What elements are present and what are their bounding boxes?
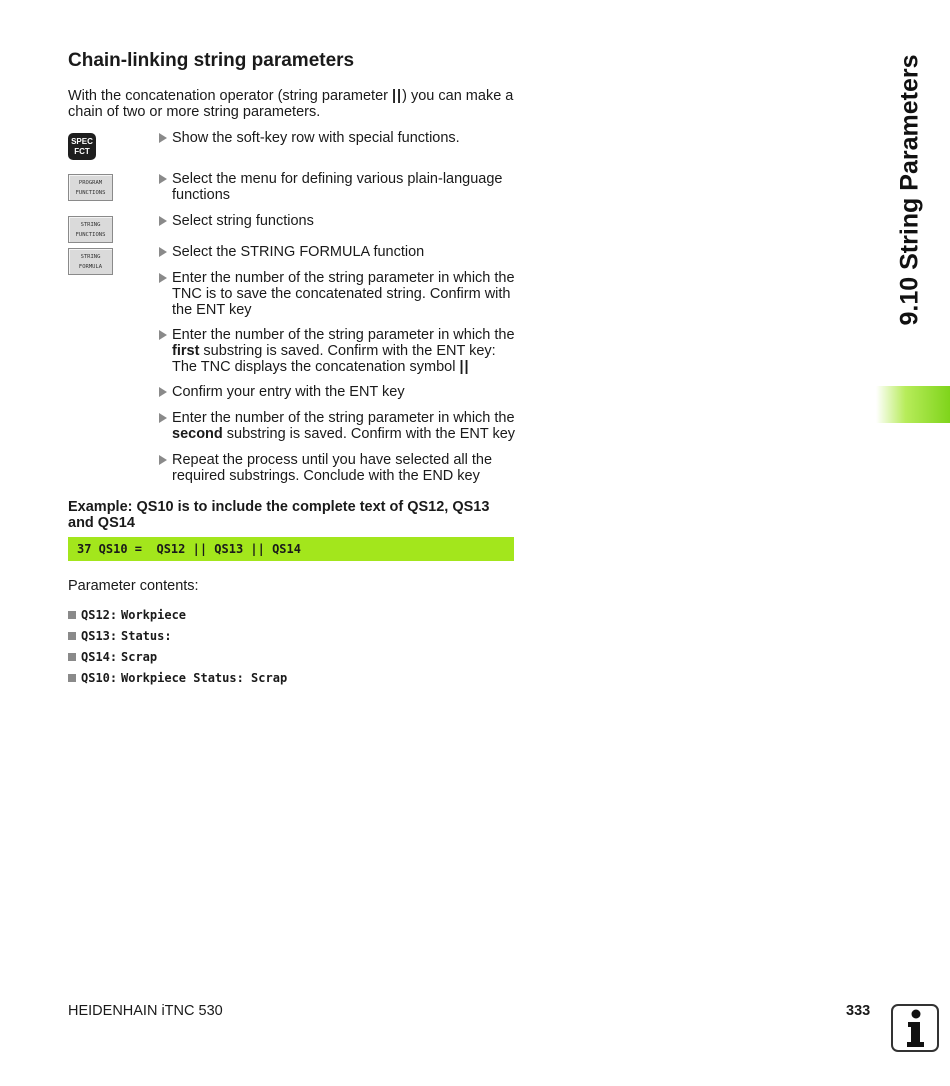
chapter-tab-marker bbox=[876, 386, 950, 423]
step-item bbox=[159, 327, 519, 375]
square-bullet-icon bbox=[68, 611, 76, 619]
parameter-list bbox=[68, 604, 287, 688]
section-heading: Chain-linking string parameters bbox=[68, 50, 355, 71]
step-text: Repeat the process until you have selected all the required substrings. Conclude with the END key bbox=[172, 452, 493, 484]
intro-text-before: With the concatenation operator (string parameter bbox=[68, 88, 392, 104]
parameter-contents-label: Parameter contents: bbox=[68, 578, 199, 594]
key-label-line2: FUNCTIONS bbox=[75, 189, 106, 196]
step-item bbox=[159, 213, 519, 229]
square-bullet-icon bbox=[68, 632, 76, 640]
square-bullet-icon bbox=[68, 653, 76, 661]
concat-operator: || bbox=[459, 359, 470, 375]
step-text: Confirm your entry with the ENT key bbox=[172, 384, 405, 400]
string-formula-softkey bbox=[68, 248, 113, 275]
step-text: Show the soft-key row with special functions. bbox=[172, 130, 460, 146]
key-label-line1: PROGRAM bbox=[78, 179, 103, 186]
parameter-item bbox=[68, 646, 287, 667]
string-functions-softkey bbox=[68, 216, 113, 243]
info-glyph-icon bbox=[893, 1006, 937, 1050]
step-text: substring is saved. Confirm with the ENT key: The TNC displays the concatenation symbol bbox=[172, 343, 496, 375]
program-functions-softkey bbox=[68, 174, 113, 201]
step-text: Select string functions bbox=[172, 213, 314, 229]
parameter-item bbox=[68, 667, 287, 688]
code-line: 37 QS10 = QS12 || QS13 || QS14 bbox=[68, 537, 514, 561]
spec-fct-key bbox=[68, 133, 96, 160]
step-emphasis: first bbox=[172, 343, 200, 359]
key-label-line1: STRING bbox=[80, 253, 101, 260]
step-emphasis: second bbox=[172, 426, 223, 442]
parameter-name: QS12: bbox=[81, 607, 118, 622]
parameter-item bbox=[68, 625, 287, 646]
parameter-value: Status: bbox=[121, 628, 172, 643]
step-item bbox=[159, 384, 519, 400]
footer-product: HEIDENHAIN iTNC 530 bbox=[68, 1003, 223, 1019]
concat-operator: || bbox=[392, 88, 403, 104]
parameter-value: Workpiece Status: Scrap bbox=[121, 670, 288, 685]
parameter-name: QS13: bbox=[81, 628, 118, 643]
intro-paragraph bbox=[68, 88, 518, 120]
key-label-line1: SPEC bbox=[71, 136, 93, 146]
step-item bbox=[159, 410, 519, 442]
key-label-line2: FCT bbox=[74, 146, 90, 156]
step-item bbox=[159, 452, 519, 484]
intro-text-after: ) you can make a chain of two or more string parameters. bbox=[68, 88, 514, 120]
step-text: Enter the number of the string parameter in which the bbox=[172, 327, 515, 343]
step-item bbox=[159, 244, 519, 260]
step-text: Select the STRING FORMULA function bbox=[172, 244, 425, 260]
step-item bbox=[159, 130, 519, 146]
step-text: substring is saved. Confirm with the ENT key bbox=[222, 426, 516, 442]
parameter-name: QS14: bbox=[81, 649, 118, 664]
parameter-value: Workpiece bbox=[121, 607, 187, 622]
parameter-value: Scrap bbox=[121, 649, 158, 664]
key-label-line2: FUNCTIONS bbox=[75, 231, 106, 238]
step-text: Enter the number of the string parameter in which the bbox=[172, 410, 515, 426]
key-label-line1: STRING bbox=[80, 221, 101, 228]
key-label-line2: FORMULA bbox=[78, 263, 103, 270]
step-item bbox=[159, 270, 519, 318]
step-text: Select the menu for defining various plain-language functions bbox=[172, 171, 503, 203]
page-number: 333 bbox=[846, 1003, 871, 1019]
step-text: Enter the number of the string parameter in which the TNC is to save the concatenated string. Confirm with the ENT key bbox=[172, 270, 515, 318]
parameter-item bbox=[68, 604, 287, 625]
info-icon bbox=[891, 1004, 939, 1052]
square-bullet-icon bbox=[68, 674, 76, 682]
chapter-side-title: 9.10 String Parameters bbox=[895, 54, 924, 326]
example-title: Example: QS10 is to include the complete text of QS12, QS13 and QS14 bbox=[68, 499, 490, 531]
step-item bbox=[159, 171, 519, 203]
parameter-name: QS10: bbox=[81, 670, 118, 685]
